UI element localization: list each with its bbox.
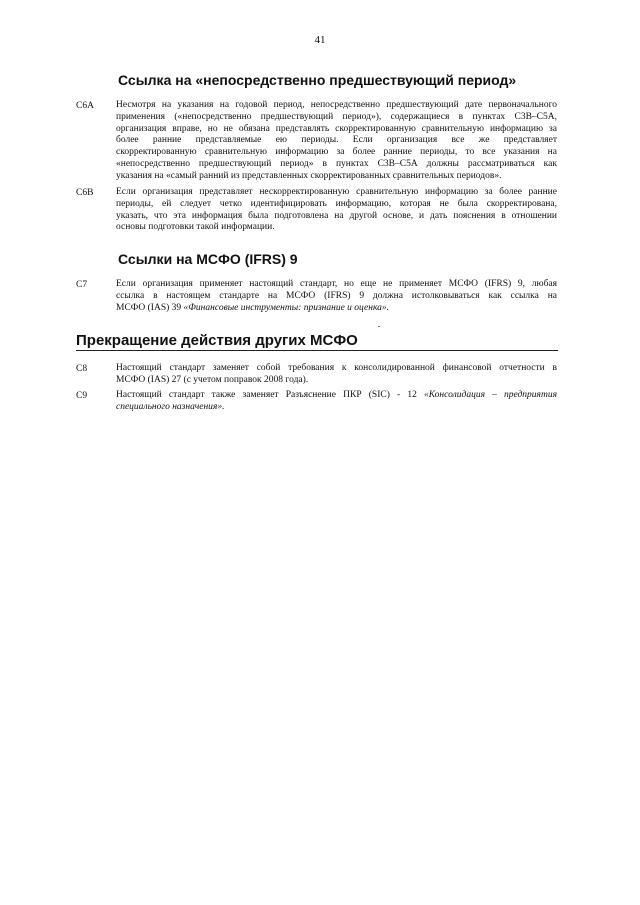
text-line: скорректированную сравнительную информацию за более ранние периоды, то все указания на (116, 147, 557, 158)
paragraph-c6b (116, 187, 557, 234)
paragraph-number-c6b: C6B (76, 188, 94, 198)
text-line: основы подготовки такой информации. (116, 222, 275, 233)
standard-title: «Финансовые инструменты: признание и оценка». (183, 302, 390, 313)
text-line: «непосредственно предшествующий период» в пунктах С3В–С5А должны рассматриваться как (116, 158, 557, 169)
paragraph-number-c9: C9 (76, 391, 88, 401)
text-line: Если организация представляет нескорректированную сравнительную информацию за более ранние (116, 187, 557, 197)
interpretation-title-continued: специального назначения». (116, 401, 225, 412)
section-heading-withdrawal-of-other-ifrs: Прекращение действия других МСФО (76, 332, 358, 349)
text-run: МСФО (IAS) 39 (116, 302, 184, 313)
text-line: указать, что эта информация была подготовлена на другой основе, и дать пояснения в отношении (116, 210, 557, 221)
text-line: указания на «самый ранний из представленных скорректированных сравнительных периодов». (116, 170, 502, 181)
text-line: более ранние представляемые ею периоды. Если организация все же представляет (116, 135, 557, 146)
paragraph-number-c6a: C6A (76, 101, 94, 111)
text-line: применения («непосредственно предшествующий период»), содержащиеся в пунктах С3В–С5А, (116, 111, 557, 122)
paragraph-c8 (116, 363, 557, 387)
text-line: периоды, ей следует четко идентифицировать информацию, которая не была скорректирована, (116, 198, 557, 209)
text-line: Если организация применяет настоящий стандарт, но еще не применяет МСФО (IFRS) 9, любая (116, 279, 557, 289)
scan-speck (378, 326, 380, 327)
text-line: МСФО (IAS) 27 (с учетом поправок 2008 года). (116, 374, 309, 385)
interpretation-title: «Консолидация – предприятия (423, 390, 557, 400)
text-line: Настоящий стандарт заменяет собой требования к консолидированной финансовой отчетности в (116, 363, 557, 373)
paragraph-c6a (116, 100, 557, 183)
text-line (116, 303, 557, 315)
paragraph-number-c8: C8 (76, 364, 88, 374)
text-line (116, 390, 557, 402)
heading-rule (76, 350, 558, 351)
section-heading-prior-period: Ссылка на «непосредственно предшествующий период» (118, 72, 517, 88)
text-line: ссылка в настоящем стандарте на МСФО (IFRS) 9 должна истолковываться как ссылка на (116, 290, 557, 301)
section-heading-ifrs9-references: Ссылки на МСФО (IFRS) 9 (118, 251, 298, 267)
page-number: 41 (314, 34, 326, 46)
text-run: Настоящий стандарт также заменяет Разъяснение ПКР (SIC) - 12 (116, 390, 424, 400)
paragraph-c9 (116, 390, 557, 414)
paragraph-number-c7: C7 (76, 280, 88, 290)
text-line: Несмотря на указания на годовой период, непосредственно предшествующий дате первоначального (116, 100, 557, 110)
paragraph-c7 (116, 279, 557, 314)
text-line: организация вправе, но не обязана представлять скорректированную сравнительную информацию за (116, 123, 557, 134)
